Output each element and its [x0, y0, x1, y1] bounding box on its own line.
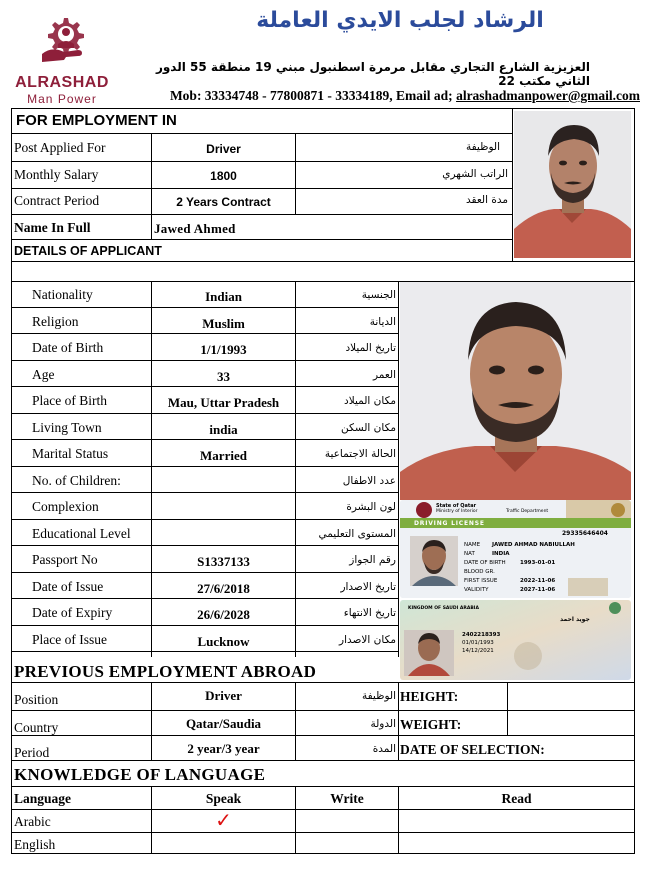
post-applied-value: Driver	[206, 142, 241, 156]
form-border-bottom	[11, 853, 635, 854]
license-blood-label: BLOOD GR.	[464, 569, 495, 575]
applicant-field-label: Date of Issue	[32, 579, 104, 594]
applicant-field-value: 27/6/2018	[197, 581, 250, 596]
grid-line-horizontal	[11, 760, 634, 761]
saudi-iqama-card	[400, 600, 631, 680]
grid-line-horizontal	[11, 466, 398, 467]
physical-field-label: HEIGHT:	[400, 689, 459, 704]
employment-section-title: FOR EMPLOYMENT IN	[16, 112, 177, 129]
applicant-portrait-small	[514, 111, 631, 258]
physical-field-label: DATE OF SELECTION:	[400, 742, 545, 757]
logo-gear-hand-icon	[36, 14, 92, 70]
applicant-field-label: Place of Birth	[32, 393, 107, 408]
grid-line-horizontal	[11, 307, 398, 308]
language-column-header: Read	[501, 791, 532, 806]
language-name: Arabic	[14, 814, 51, 829]
language-name: English	[14, 837, 56, 852]
full-name-value: Jawed Ahmed	[154, 221, 236, 236]
grid-line-vertical	[512, 108, 513, 261]
grid-line-horizontal	[11, 682, 634, 683]
grid-line-horizontal	[11, 651, 398, 652]
form-border-right	[634, 108, 635, 853]
grid-line-horizontal	[11, 413, 398, 414]
physical-field-label: WEIGHT:	[400, 717, 462, 732]
previous-field-arabic: الوظيفة	[361, 690, 396, 702]
grid-line-horizontal	[11, 545, 398, 546]
grid-line-horizontal	[11, 133, 512, 134]
applicant-field-label: Living Town	[32, 420, 102, 435]
grid-line-horizontal	[11, 439, 398, 440]
grid-line-horizontal	[11, 809, 634, 810]
logo-name: ALRASHAD	[15, 74, 109, 91]
contact-phones: Mob: 33334748 - 77800871 - 33334189, Email ad;	[169, 88, 457, 103]
license-first-issue: 2022-11-06	[520, 578, 556, 584]
applicant-field-arabic: رقم الجواز	[349, 554, 396, 566]
applicant-field-arabic: تاريخ الاصدار	[340, 581, 396, 593]
license-dob: 1993-01-01	[520, 560, 556, 566]
license-ministry: Ministry of Interior	[436, 509, 478, 514]
applicant-field-arabic: الحالة الاجتماعية	[324, 448, 396, 460]
applicant-field-arabic: تاريخ الميلاد	[345, 342, 396, 354]
applicant-field-value: S1337133	[197, 554, 250, 569]
applicant-field-value: Married	[200, 448, 247, 463]
applicant-field-value: Indian	[205, 289, 242, 304]
grid-line-horizontal	[11, 214, 512, 215]
iqama-header: KINGDOM OF SAUDI ARABIA	[408, 606, 479, 611]
grid-line-horizontal	[11, 492, 398, 493]
applicant-section-title: DETAILS OF APPLICANT	[14, 244, 162, 258]
logo-subtitle: Man Power	[27, 92, 97, 106]
applicant-field-label: Date of Birth	[32, 340, 104, 355]
applicant-field-arabic: العمر	[372, 369, 396, 381]
applicant-portrait-large	[400, 282, 631, 500]
grid-line-horizontal	[11, 735, 634, 736]
applicant-field-value: 1/1/1993	[200, 342, 247, 357]
grid-line-horizontal	[11, 832, 634, 833]
license-nat: INDIA	[492, 551, 510, 557]
previous-field-value: 2 year/3 year	[187, 741, 260, 756]
company-name-arabic: الرشاد لجلب الايدي العاملة	[256, 8, 544, 33]
applicant-field-label: Marital Status	[32, 446, 109, 461]
grid-line-horizontal	[11, 625, 398, 626]
applicant-field-arabic: لون البشرة	[346, 501, 396, 513]
company-logo	[6, 8, 118, 106]
license-state: State of Qatar	[436, 503, 477, 509]
applicant-field-label: Age	[32, 367, 55, 382]
grid-line-horizontal	[11, 360, 398, 361]
license-validity-label: VALIDITY	[464, 587, 489, 593]
grid-line-vertical	[295, 682, 296, 760]
company-address-arabic: العزيزية الشارع التجاري مقابل مرمرة اسطنبول مبني 19 منطقة 55 الدور الثاني مكتب 22	[155, 60, 590, 88]
iqama-id: 2402218393	[462, 632, 501, 638]
license-title: DRIVING LICENSE	[414, 520, 485, 527]
monthly-salary-arabic: الراتب الشهري	[442, 168, 508, 180]
applicant-field-label: Date of Expiry	[32, 605, 113, 620]
grid-line-vertical	[295, 133, 296, 214]
applicant-field-value: 26/6/2028	[197, 607, 250, 622]
previous-field-value: Qatar/Saudia	[185, 716, 262, 731]
grid-line-vertical	[398, 682, 399, 760]
grid-line-horizontal	[11, 239, 512, 240]
contract-period-value: 2 Years Contract	[176, 195, 271, 209]
license-number: 29335646404	[562, 530, 608, 537]
applicant-field-arabic: الديانة	[369, 316, 396, 328]
previous-employment-title: PREVIOUS EMPLOYMENT ABROAD	[14, 662, 317, 681]
license-name-label: NAME	[464, 542, 481, 548]
grid-line-vertical	[398, 281, 399, 657]
applicant-field-value: Mau, Uttar Pradesh	[167, 395, 280, 410]
iqama-dob: 01/01/1993	[462, 640, 494, 646]
grid-line-horizontal	[11, 386, 398, 387]
grid-line-vertical	[507, 682, 508, 735]
language-section-title: KNOWLEDGE OF LANGUAGE	[14, 765, 266, 784]
form-border-top	[11, 108, 635, 109]
previous-field-value: Driver	[205, 688, 242, 703]
applicant-field-value: Lucknow	[197, 634, 250, 649]
previous-field-arabic: الدولة	[370, 718, 396, 730]
grid-line-horizontal	[11, 161, 512, 162]
applicant-field-arabic: مكان السكن	[341, 422, 396, 434]
language-column-header: Write	[330, 791, 364, 806]
applicant-field-label: No. of Children:	[32, 473, 121, 488]
contact-line	[120, 88, 640, 104]
applicant-field-arabic: مكان الاصدار	[339, 634, 396, 646]
iqama-name-arabic: جويد احمد	[560, 616, 590, 623]
contact-email[interactable]: alrashadmanpower@gmail.com	[456, 88, 640, 103]
grid-line-horizontal	[11, 519, 398, 520]
monthly-salary-label: Monthly Salary	[14, 167, 99, 182]
license-nat-label: NAT	[464, 551, 475, 557]
grid-line-horizontal	[11, 572, 398, 573]
applicant-field-arabic: الجنسية	[361, 289, 396, 301]
applicant-field-label: Educational Level	[32, 526, 131, 541]
form-border-left	[11, 108, 12, 853]
previous-field-label: Country	[14, 720, 59, 735]
contract-period-arabic: مدة العقد	[466, 194, 508, 206]
grid-line-horizontal	[11, 786, 634, 787]
applicant-field-label: Nationality	[32, 287, 93, 302]
contract-period-label: Contract Period	[14, 193, 100, 208]
license-dob-label: DATE OF BIRTH	[464, 560, 506, 566]
previous-field-arabic: المدة	[372, 743, 396, 755]
applicant-field-value: Muslim	[202, 316, 245, 331]
full-name-label: Name In Full	[14, 220, 91, 235]
applicant-field-value: india	[209, 422, 238, 437]
license-name: JAWED AHMAD NABIULLAH	[492, 542, 575, 548]
language-column-header: Language	[14, 791, 72, 806]
grid-line-horizontal	[11, 188, 512, 189]
applicant-field-arabic: تاريخ الانتهاء	[343, 607, 396, 619]
post-applied-label: Post Applied For	[14, 140, 106, 155]
post-applied-arabic: الوظيفة	[465, 141, 500, 153]
applicant-field-value: 33	[217, 369, 230, 384]
iqama-expiry: 14/12/2021	[462, 648, 494, 654]
previous-field-label: Position	[14, 692, 59, 707]
grid-line-vertical	[151, 281, 152, 657]
monthly-salary-value: 1800	[210, 169, 237, 183]
grid-line-horizontal	[11, 710, 634, 711]
language-column-header: Speak	[205, 791, 242, 806]
applicant-field-label: Religion	[32, 314, 79, 329]
applicant-field-label: Passport No	[32, 552, 98, 567]
grid-line-vertical	[295, 281, 296, 657]
applicant-field-arabic: عدد الاطفال	[342, 475, 396, 487]
applicant-field-arabic: المستوى التعليمي	[318, 528, 396, 540]
grid-line-horizontal	[11, 598, 398, 599]
applicant-field-arabic: مكان الميلاد	[344, 395, 396, 407]
license-validity: 2027-11-06	[520, 587, 556, 593]
grid-line-horizontal	[11, 333, 398, 334]
license-department: Traffic Department	[506, 509, 549, 514]
license-issue-label: FIRST ISSUE	[464, 578, 498, 584]
applicant-field-label: Complexion	[32, 499, 99, 514]
applicant-field-label: Place of Issue	[32, 632, 107, 647]
language-speak-checkmark: ✓	[215, 808, 232, 832]
qatar-driving-license	[400, 500, 631, 598]
previous-field-label: Period	[14, 745, 50, 760]
grid-line-horizontal	[11, 261, 634, 262]
